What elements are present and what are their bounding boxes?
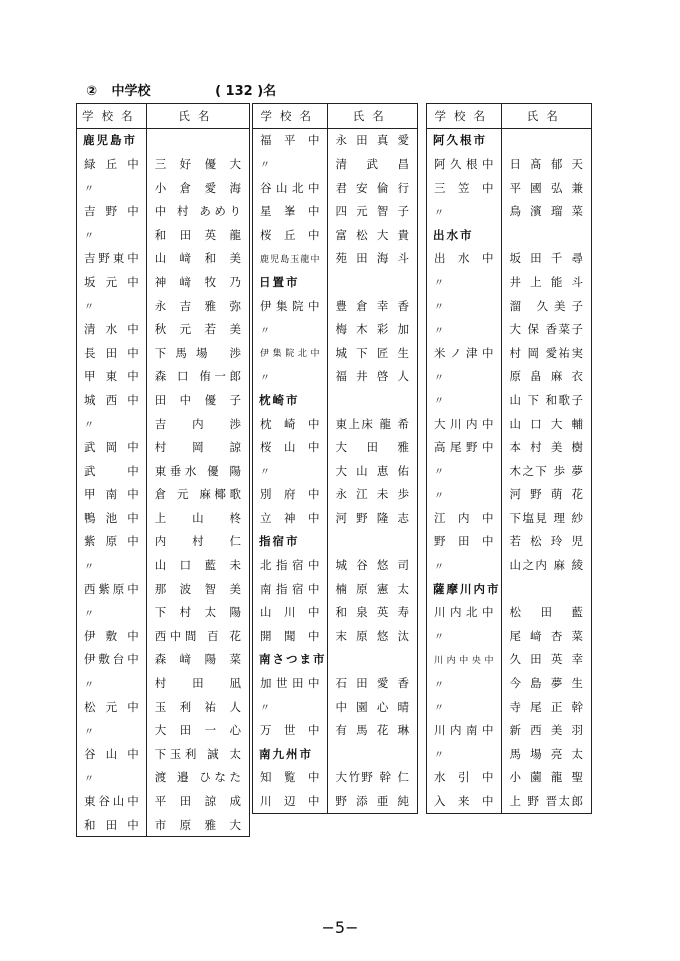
student-name: 君 安 倫 行 <box>335 180 409 195</box>
student-name: 市 原 雅 大 <box>154 817 241 832</box>
student-row <box>77 459 250 483</box>
city-name: 薩摩川内市 <box>427 577 502 601</box>
student-name: 秋 元 若 美 <box>154 322 241 337</box>
school-name: 鹿児島玉龍中 <box>253 247 328 271</box>
city-name: 阿久根市 <box>427 128 502 152</box>
school-name: 〃 <box>77 176 147 200</box>
student-row <box>77 577 250 601</box>
city-row <box>253 388 418 412</box>
school-name: 〃 <box>253 365 328 389</box>
student-name: 神 﨑 牧 乃 <box>154 274 241 289</box>
school-name: 〃 <box>253 152 328 176</box>
student-row <box>253 600 418 624</box>
school-name: 万 世 中 <box>253 718 328 742</box>
school-name: 谷山北中 <box>253 176 328 200</box>
student-name: 溜 久美子 <box>509 298 583 313</box>
school-name: 〃 <box>427 199 502 223</box>
student-row <box>77 412 250 436</box>
student-name: 山 下 和歌子 <box>509 392 583 407</box>
student-name: 大竹野 幹 仁 <box>335 770 409 785</box>
student-name: 清 武 昌 <box>335 156 409 171</box>
student-name: 末 原 悠 汰 <box>335 628 409 643</box>
student-row <box>253 577 418 601</box>
student-row <box>253 553 418 577</box>
school-name: 東谷山中 <box>77 789 147 813</box>
student-name: 森 口 侑一郎 <box>154 369 241 384</box>
city-row <box>427 223 592 247</box>
student-name: 中 村 あめり <box>154 204 241 219</box>
student-row <box>77 648 250 672</box>
student-name: 和 泉 英 寿 <box>335 605 409 620</box>
school-name: 〃 <box>427 695 502 719</box>
school-name: 〃 <box>77 600 147 624</box>
school-name: 川内中央中 <box>427 648 502 672</box>
student-row <box>77 199 250 223</box>
school-name: 加世田中 <box>253 671 328 695</box>
student-row <box>427 176 592 200</box>
student-row <box>253 128 418 152</box>
student-name: 木之下 歩 夢 <box>509 463 583 478</box>
student-name: 有 馬 花 琳 <box>335 723 409 738</box>
city-row <box>253 648 418 672</box>
school-name: 入 来 中 <box>427 789 502 813</box>
student-row <box>427 294 592 318</box>
student-row <box>253 671 418 695</box>
school-name: 阿久根中 <box>427 152 502 176</box>
student-name: 西中間 百 花 <box>154 628 241 643</box>
school-name: 伊敷台中 <box>77 648 147 672</box>
student-name: 山 﨑 和 美 <box>154 251 241 266</box>
student-name: 平 田 諒 成 <box>154 794 241 809</box>
student-name: 原 畠 麻 衣 <box>509 369 583 384</box>
student-name: 上 野 晋太郎 <box>509 794 583 809</box>
student-name: 永 吉 雅 弥 <box>154 298 241 313</box>
school-name: 紫 原 中 <box>77 530 147 554</box>
school-name: 出 水 中 <box>427 247 502 271</box>
student-name: 苑 田 海 斗 <box>335 251 409 266</box>
school-name: 枕 崎 中 <box>253 412 328 436</box>
school-name: 坂 元 中 <box>77 270 147 294</box>
school-name: 福 平 中 <box>253 128 328 152</box>
student-name: 坂 田 千 尋 <box>509 251 583 266</box>
student-name: 中 園 心 晴 <box>335 699 409 714</box>
school-name: 北指宿中 <box>253 553 328 577</box>
school-name: 伊 敷 中 <box>77 624 147 648</box>
student-name: 内 村 仁 <box>154 534 241 549</box>
student-name: 梅 木 彩 加 <box>335 322 409 337</box>
school-name: 清 水 中 <box>77 317 147 341</box>
header-school: 学校名 <box>427 104 502 129</box>
student-name: 城 谷 悠 司 <box>335 558 409 573</box>
student-count: ( 132 )名 <box>215 84 277 99</box>
student-row <box>427 506 592 530</box>
student-row <box>427 341 592 365</box>
school-name: 武 岡 中 <box>77 435 147 459</box>
student-name: 豊 倉 幸 香 <box>335 298 409 313</box>
school-name: 〃 <box>77 766 147 790</box>
student-name: 今 島 夢 生 <box>509 676 583 691</box>
student-row <box>253 412 418 436</box>
student-row <box>427 766 592 790</box>
student-row <box>427 483 592 507</box>
student-name: 日 髙 郁 天 <box>509 156 583 171</box>
empty-cell <box>146 128 249 152</box>
header-name: 氏名 <box>327 104 418 129</box>
student-row <box>427 600 592 624</box>
student-name: 福 井 啓 人 <box>335 369 409 384</box>
student-name: 山 口 藍 未 <box>154 558 241 573</box>
student-name: 下馬場 渉 <box>154 345 241 360</box>
student-name: 東垂水 優 陽 <box>154 463 241 478</box>
student-row <box>253 506 418 530</box>
student-row <box>427 388 592 412</box>
student-row <box>77 152 250 176</box>
student-row <box>427 742 592 766</box>
student-name: 永 田 真 愛 <box>335 133 409 148</box>
school-name: 〃 <box>77 553 147 577</box>
empty-cell <box>327 648 418 672</box>
student-row <box>77 718 250 742</box>
student-row <box>427 435 592 459</box>
student-row <box>427 459 592 483</box>
school-name: 甲 南 中 <box>77 483 147 507</box>
student-row <box>77 365 250 389</box>
school-name: 長 田 中 <box>77 341 147 365</box>
city-name: 枕崎市 <box>253 388 328 412</box>
roster-table-3 <box>426 103 592 814</box>
city-name: 南さつま市 <box>253 648 328 672</box>
school-name: 〃 <box>253 695 328 719</box>
student-name: 下 村 太 陽 <box>154 605 241 620</box>
school-name: 野 田 中 <box>427 530 502 554</box>
school-name: 江 内 中 <box>427 506 502 530</box>
city-name: 日置市 <box>253 270 328 294</box>
school-name: 〃 <box>427 365 502 389</box>
student-name: 鳥 濱 瑠 菜 <box>509 204 583 219</box>
student-row <box>77 317 250 341</box>
student-row <box>77 530 250 554</box>
student-row <box>77 506 250 530</box>
student-name: 新 西 美 羽 <box>509 723 583 738</box>
school-name: 吉 野 中 <box>77 199 147 223</box>
student-row <box>77 341 250 365</box>
school-name: 西紫原中 <box>77 577 147 601</box>
student-name: 森 﨑 陽 菜 <box>154 652 241 667</box>
student-row <box>253 365 418 389</box>
student-row <box>427 695 592 719</box>
school-name: 〃 <box>427 671 502 695</box>
student-row <box>253 152 418 176</box>
student-name: 久 田 英 幸 <box>509 652 583 667</box>
student-name: 下塩見 理 紗 <box>509 510 583 525</box>
student-name: 松 田 藍 <box>509 605 583 620</box>
empty-cell <box>501 128 592 152</box>
school-name: 立 神 中 <box>253 506 328 530</box>
city-row <box>253 270 418 294</box>
student-name: 楠 原 憲 太 <box>335 581 409 596</box>
student-name: 下玉利 誠 太 <box>154 746 241 761</box>
school-name: 川 辺 中 <box>253 789 328 813</box>
student-name: 和 田 英 龍 <box>154 227 241 242</box>
school-name: 高尾野中 <box>427 435 502 459</box>
student-name: 寺 尾 正 幹 <box>509 699 583 714</box>
city-name: 鹿児島市 <box>77 128 147 152</box>
student-row <box>427 317 592 341</box>
student-name: 東上床 龍 希 <box>335 416 409 431</box>
school-name: 〃 <box>427 624 502 648</box>
school-name: 〃 <box>427 270 502 294</box>
student-name: 吉 内 渉 <box>154 416 241 431</box>
student-row <box>427 671 592 695</box>
city-name: 指宿市 <box>253 530 328 554</box>
student-row <box>253 176 418 200</box>
student-row <box>77 671 250 695</box>
student-name: 渡 邉 ひなた <box>154 770 241 785</box>
empty-cell <box>327 742 418 766</box>
student-row <box>77 176 250 200</box>
school-name: 〃 <box>77 718 147 742</box>
school-name: 〃 <box>427 388 502 412</box>
school-name: 谷 山 中 <box>77 742 147 766</box>
student-name: 四 元 智 子 <box>335 204 409 219</box>
student-row <box>253 789 418 813</box>
student-row <box>253 223 418 247</box>
school-name: 吉野東中 <box>77 247 147 271</box>
student-row <box>77 553 250 577</box>
student-row <box>427 648 592 672</box>
student-row <box>427 412 592 436</box>
city-row <box>77 128 250 152</box>
city-row <box>427 577 592 601</box>
school-name: 〃 <box>253 459 328 483</box>
student-name: 山 口 大 輔 <box>509 416 583 431</box>
empty-cell <box>501 577 592 601</box>
student-name: 三 好 優 大 <box>154 156 241 171</box>
student-row <box>77 624 250 648</box>
student-row <box>427 365 592 389</box>
student-name: 野 添 亜 純 <box>335 794 409 809</box>
school-name: 開 聞 中 <box>253 624 328 648</box>
student-row <box>77 223 250 247</box>
school-name: 桜 丘 中 <box>253 223 328 247</box>
school-name: 和 田 中 <box>77 813 147 837</box>
roster-table-1 <box>76 103 250 837</box>
school-name: 知 覧 中 <box>253 766 328 790</box>
roster-table-2 <box>252 103 418 814</box>
school-name: 〃 <box>427 317 502 341</box>
student-row <box>253 341 418 365</box>
school-name: 〃 <box>427 483 502 507</box>
student-row <box>253 624 418 648</box>
student-row <box>253 317 418 341</box>
section-number: ② <box>86 84 98 99</box>
student-row <box>77 483 250 507</box>
student-name: 石 田 愛 香 <box>335 676 409 691</box>
student-name: 山之内 麻 綾 <box>509 558 583 573</box>
student-name: 小 薗 龍 聖 <box>509 770 583 785</box>
student-name: 那 波 智 美 <box>154 581 241 596</box>
section-title: 中学校 <box>111 84 151 99</box>
student-name: 村 田 凪 <box>154 676 241 691</box>
school-name: 南指宿中 <box>253 577 328 601</box>
school-name: 伊集院中 <box>253 294 328 318</box>
student-name: 玉 利 祐 人 <box>154 699 241 714</box>
student-name: 富 松 大 貴 <box>335 227 409 242</box>
student-row <box>77 270 250 294</box>
empty-cell <box>327 270 418 294</box>
school-name: 水 引 中 <box>427 766 502 790</box>
header-name: 氏名 <box>146 104 249 129</box>
city-name: 南九州市 <box>253 742 328 766</box>
school-name: 星 峯 中 <box>253 199 328 223</box>
student-row <box>77 766 250 790</box>
header-name: 氏名 <box>501 104 592 129</box>
school-name: 鴨 池 中 <box>77 506 147 530</box>
empty-cell <box>327 388 418 412</box>
city-name: 出水市 <box>427 223 502 247</box>
student-row <box>77 695 250 719</box>
empty-cell <box>501 223 592 247</box>
student-row <box>77 813 250 837</box>
student-name: 田 中 優 子 <box>154 392 241 407</box>
student-row <box>77 388 250 412</box>
student-row <box>253 199 418 223</box>
student-row <box>253 695 418 719</box>
student-row <box>427 530 592 554</box>
student-name: 大 田 雅 <box>335 440 409 455</box>
student-row <box>77 600 250 624</box>
school-name: 川内南中 <box>427 718 502 742</box>
school-name: 〃 <box>427 294 502 318</box>
student-name: 河 野 萌 花 <box>509 487 583 502</box>
student-row <box>253 435 418 459</box>
student-row <box>77 247 250 271</box>
school-name: 〃 <box>77 223 147 247</box>
student-name: 井 上 能 斗 <box>509 274 583 289</box>
city-row <box>253 530 418 554</box>
student-row <box>77 789 250 813</box>
student-row <box>427 199 592 223</box>
school-name: 伊集院北中 <box>253 341 328 365</box>
school-name: 山 川 中 <box>253 600 328 624</box>
empty-cell <box>327 530 418 554</box>
school-name: 〃 <box>253 317 328 341</box>
school-name: 米ノ津中 <box>427 341 502 365</box>
school-name: 三 笠 中 <box>427 176 502 200</box>
student-name: 河 野 隆 志 <box>335 510 409 525</box>
student-name: 上 山 柊 <box>154 510 241 525</box>
school-name: 〃 <box>427 459 502 483</box>
student-row <box>427 718 592 742</box>
school-name: 〃 <box>77 294 147 318</box>
student-row <box>253 247 418 271</box>
student-name: 尾 﨑 杏 菜 <box>509 628 583 643</box>
school-name: 松 元 中 <box>77 695 147 719</box>
school-name: 別 府 中 <box>253 483 328 507</box>
school-name: 甲 東 中 <box>77 365 147 389</box>
student-row <box>253 483 418 507</box>
student-row <box>427 247 592 271</box>
section-heading <box>86 80 276 99</box>
student-row <box>253 459 418 483</box>
school-name: 〃 <box>427 742 502 766</box>
school-name: 緑 丘 中 <box>77 152 147 176</box>
student-row <box>427 624 592 648</box>
school-name: 城 西 中 <box>77 388 147 412</box>
school-name: 大川内中 <box>427 412 502 436</box>
student-row <box>427 152 592 176</box>
student-name: 永 江 未 歩 <box>335 487 409 502</box>
header-school: 学校名 <box>77 104 147 129</box>
student-name: 小 倉 愛 海 <box>154 180 241 195</box>
student-name: 若 松 玲 児 <box>509 534 583 549</box>
student-name: 本 村 美 樹 <box>509 440 583 455</box>
student-name: 村 岡 愛祐実 <box>509 345 583 360</box>
school-name: 〃 <box>427 553 502 577</box>
student-row <box>253 294 418 318</box>
student-name: 城 下 匠 生 <box>335 345 409 360</box>
student-name: 倉 元 麻椰歌 <box>154 487 241 502</box>
school-name: 〃 <box>77 671 147 695</box>
student-row <box>77 742 250 766</box>
student-row <box>77 435 250 459</box>
student-name: 大 山 恵 佑 <box>335 463 409 478</box>
student-name: 大 保 香菜子 <box>509 322 583 337</box>
city-row <box>253 742 418 766</box>
student-row <box>427 270 592 294</box>
student-row <box>77 294 250 318</box>
school-name: 川内北中 <box>427 600 502 624</box>
student-name: 大 田 一 心 <box>154 723 241 738</box>
student-row <box>427 553 592 577</box>
school-name: 武 中 <box>77 459 147 483</box>
page-number: −5− <box>321 918 359 937</box>
student-name: 馬 場 亮 太 <box>509 746 583 761</box>
student-name: 平 國 弘 兼 <box>509 180 583 195</box>
school-name: 〃 <box>77 412 147 436</box>
student-row <box>253 766 418 790</box>
student-row <box>427 789 592 813</box>
city-row <box>427 128 592 152</box>
school-name: 桜 山 中 <box>253 435 328 459</box>
student-name: 村 岡 諒 <box>154 440 241 455</box>
header-school: 学校名 <box>253 104 328 129</box>
student-row <box>253 718 418 742</box>
